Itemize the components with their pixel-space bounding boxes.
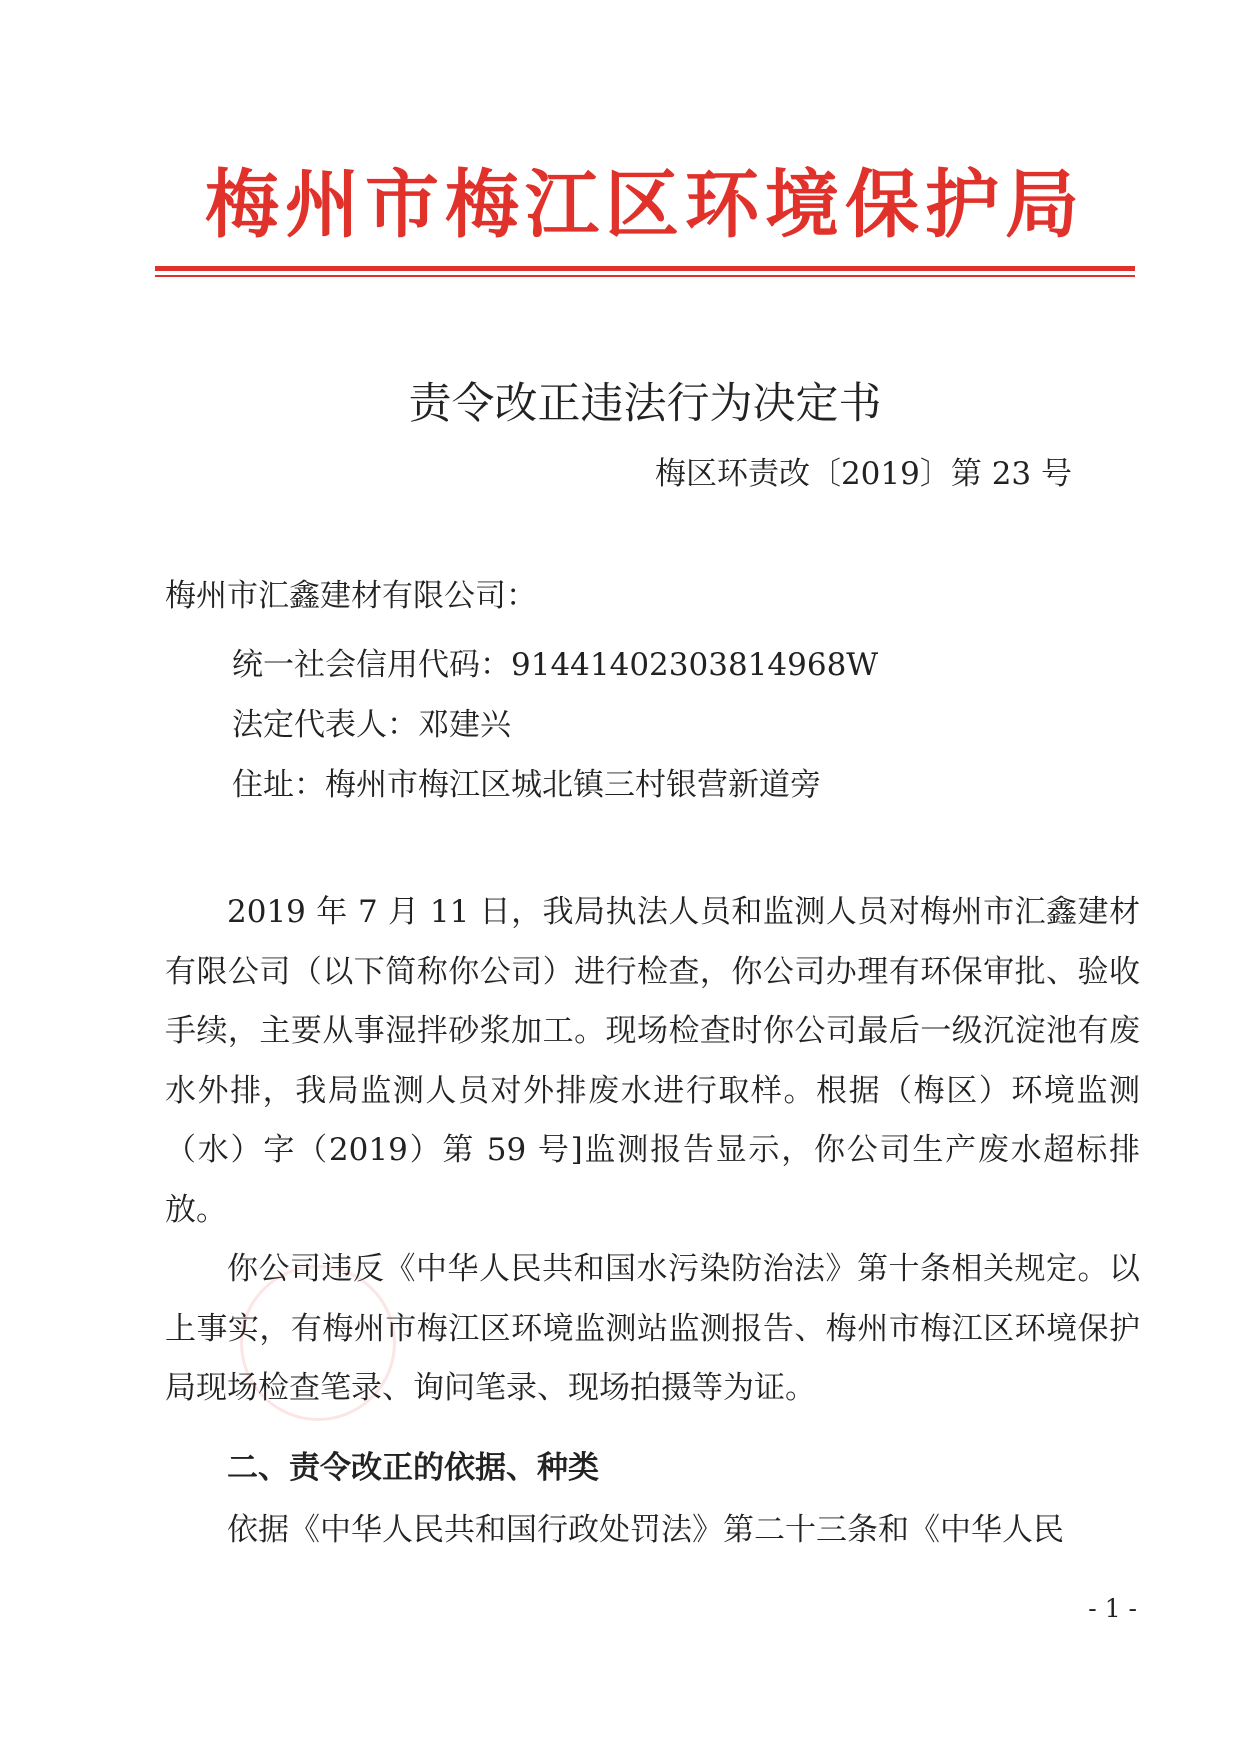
paragraph-inspection: 2019 年 7 月 11 日，我局执法人员和监测人员对梅州市汇鑫建材有限公司（以下简称你公司）进行检查，你公司办理有环保审批、验收手续，主要从事湿拌砂浆加工。现场检查时你公司最后一级沉淀池有废水外排，我局监测人员对外排废水进行取样。根据（梅区）环境监测（水）字（2019）第 59 号]监测报告显示，你公司生产废水超标排放。 (165, 894, 1140, 1228)
recipient-name: 梅州市汇鑫建材有限公司： (165, 578, 537, 614)
paragraph-violation: 你公司违反《中华人民共和国水污染防治法》第十条相关规定。以上事实，有梅州市梅江区环境监测站监测报告、梅州市梅江区环境保护局现场检查笔录、询问笔录、现场拍摄等为证。 (165, 1251, 1140, 1406)
masthead-rule-thick (155, 266, 1135, 271)
masthead-rule-thin (155, 275, 1135, 277)
credit-code: 统一社会信用代码：91441402303814968W (232, 647, 879, 683)
recipient-address: 住址：梅州市梅江区城北镇三村银营新道旁 (232, 767, 821, 803)
document-title: 责令改正违法行为决定书 (408, 379, 882, 429)
page-number: - 1 - (1088, 1594, 1137, 1623)
legal-representative: 法定代表人：邓建兴 (232, 707, 511, 743)
document-number: 梅区环责改〔2019〕第 23 号 (654, 456, 1072, 492)
section-heading: 二、责令改正的依据、种类 (227, 1450, 599, 1486)
faded-seal (240, 1265, 396, 1421)
paragraph-basis: 依据《中华人民共和国行政处罚法》第二十三条和《中华人民 (227, 1512, 1064, 1548)
agency-masthead: 梅州市梅江区环境保护局 (205, 162, 1085, 248)
